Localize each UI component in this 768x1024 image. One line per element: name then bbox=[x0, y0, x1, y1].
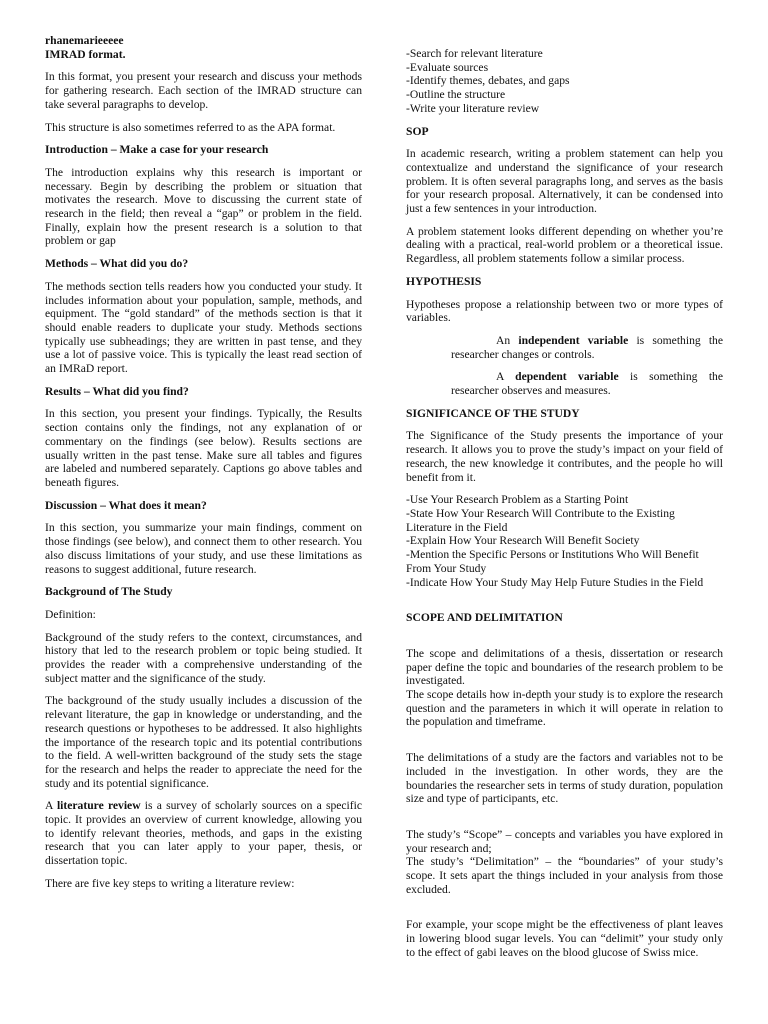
scope-definition-paragraph: The study’s “Scope” – concepts and variables you have explored in your research and; bbox=[406, 827, 723, 855]
significance-paragraph: The Significance of the Study presents the importance of your research. It allows you to prove the study’s impact on your field of research, the new knowledge it contributes, and the people ho will benefit from it. bbox=[406, 429, 723, 484]
dependent-variable-paragraph bbox=[451, 370, 723, 397]
results-heading: Results – What did you find? bbox=[45, 384, 189, 398]
list-item: -Evaluate sources bbox=[406, 60, 489, 74]
apa-format-paragraph: This structure is also sometimes referred to as the APA format. bbox=[45, 120, 336, 134]
list-item: -Write your literature review bbox=[406, 101, 540, 115]
list-item: -State How Your Research Will Contribute to the Existing Literature in the Field bbox=[406, 506, 675, 534]
independent-variable-lead: An bbox=[496, 333, 519, 347]
literature-review-definition: is a survey of scholarly sources on a specific topic. It provides an overview of current knowledge, allowing you to identify relevant theories, methods, and gaps in the existing research that you can later apply to your paper, thesis, or dissertation topic. bbox=[45, 799, 362, 868]
independent-variable-term: independent variable bbox=[518, 333, 629, 347]
discussion-heading: Discussion – What does it mean? bbox=[45, 498, 207, 512]
methods-paragraph: The methods section tells readers how you conducted your study. It includes information about your population, sample, methods, and equipment. The “gold standard” of the methods section is that it should enable readers to duplicate your study. Methods sections typically use subheadings; they are written in past tense, and they use a lot of passive voice. This is typically the least read section of an IMRaD report. bbox=[45, 279, 362, 376]
section-spacer bbox=[406, 598, 723, 611]
dependent-variable-term: dependent variable bbox=[515, 370, 619, 384]
list-item: -Explain How Your Research Will Benefit Society bbox=[406, 534, 640, 548]
list-item: -Outline the structure bbox=[406, 88, 506, 102]
imrad-intro-paragraph: In this format, you present your research and discuss your methods for gathering research. Each section of the IMRAD structure can take several paragraphs to develop. bbox=[45, 70, 362, 111]
literature-review-lead: A bbox=[45, 799, 57, 813]
list-item: -Search for relevant literature bbox=[406, 47, 543, 60]
independent-variable-paragraph bbox=[451, 334, 723, 361]
scope-paragraph-2: The scope details how in-depth your study is to explore the research question and the parameters in which it will operate in relation to the population and timeframe. bbox=[406, 688, 723, 729]
significance-list bbox=[406, 493, 723, 589]
example-paragraph: For example, your scope might be the effectiveness of plant leaves in lowering blood sugar levels. You can “delimit” your study only to the effect of gabi leaves on the blood glucose of Swiss mice. bbox=[406, 918, 723, 959]
list-item: -Mention the Specific Persons or Institutions Who Will Benefit From Your Study bbox=[406, 548, 699, 575]
literature-steps-list bbox=[406, 47, 723, 116]
document-title: IMRAD format. bbox=[45, 47, 126, 61]
section-spacer bbox=[406, 905, 723, 918]
introduction-heading: Introduction – Make a case for your research bbox=[45, 143, 269, 157]
section-spacer bbox=[406, 738, 723, 751]
top-spacer bbox=[406, 34, 723, 47]
sop-heading: SOP bbox=[406, 124, 429, 138]
section-spacer bbox=[406, 634, 723, 647]
scope-heading: SCOPE AND DELIMITATION bbox=[406, 611, 563, 625]
independent-variable-definition: is something the researcher changes or controls. bbox=[451, 333, 723, 361]
delimitation-paragraph: The delimitations of a study are the factors and variables not to be included in the investigation. In other words, they are the boundaries the researcher sets in terms of study duration, population size and type of participants, etc. bbox=[406, 751, 723, 806]
dependent-variable-lead: A bbox=[496, 370, 516, 384]
sop-paragraph-1: In academic research, writing a problem statement can help you contextualize and understand the significance of your research problem. It is often several paragraphs long, and serves as the basis for your research proposal. Alternatively, it can be condensed into just a few sentences in your introduction. bbox=[406, 147, 723, 216]
five-steps-paragraph: There are five key steps to writing a literature review: bbox=[45, 876, 295, 890]
discussion-paragraph: In this section, you summarize your main findings, comment on those findings (see below), and connect them to other research. You also discuss limitations of your study, and use these limitations as reasons to suggest additional, future research. bbox=[45, 521, 362, 576]
hypothesis-heading: HYPOTHESIS bbox=[406, 274, 482, 288]
list-item: -Indicate How Your Study May Help Future Studies in the Field bbox=[406, 575, 704, 589]
list-item: -Identify themes, debates, and gaps bbox=[406, 74, 570, 88]
methods-heading: Methods – What did you do? bbox=[45, 257, 189, 271]
introduction-paragraph: The introduction explains why this research is important or necessary. Begin by describing the problem or situation that motivates the research. Move to discussing the current state of research in the field; then reveal a “gap” or problem in the field. Finally, explain how the present research is a solution to that problem or gap bbox=[45, 165, 362, 248]
list-item: -Use Your Research Problem as a Starting Point bbox=[406, 493, 629, 507]
significance-heading: SIGNIFICANCE OF THE STUDY bbox=[406, 406, 580, 420]
delimitation-definition-paragraph: The study’s “Delimitation” – the “boundaries” of your study’s scope. It sets apart the things included in your analysis from those excluded. bbox=[406, 855, 723, 896]
section-spacer bbox=[406, 815, 723, 828]
hypothesis-paragraph: Hypotheses propose a relationship between two or more types of variables. bbox=[406, 297, 723, 325]
sop-paragraph-2: A problem statement looks different depending on whether you’re dealing with a practical, real-world problem or a theoretical issue. Regardless, all problem statements follow a similar process. bbox=[406, 224, 723, 266]
right-column bbox=[406, 34, 723, 969]
scope-paragraph-1: The scope and delimitations of a thesis, dissertation or research paper define the topic and boundaries of the research problem to be investigated. bbox=[406, 646, 723, 688]
author-name: rhanemarieeeee bbox=[45, 34, 124, 47]
dependent-variable-definition: is something the researcher observes and measures. bbox=[451, 370, 723, 398]
left-column bbox=[45, 34, 362, 900]
background-paragraph-2: The background of the study usually includes a discussion of the relevant literature, the gap in knowledge or understanding, and the research questions or hypotheses to be addressed. It also highlights the importance of the research topic and its potential contributions to the field. A well-written background of the study sets the stage for the research and helps the reader to appreciate the need for the study and its potential significance. bbox=[45, 694, 362, 790]
background-paragraph-1: Background of the study refers to the context, circumstances, and history that led to the research problem or topic being studied. It provides the reader with a comprehensive understanding of the subject matter and the significance of the study. bbox=[45, 630, 362, 685]
literature-review-paragraph bbox=[45, 799, 362, 868]
results-paragraph: In this section, you present your findings. Typically, the Results section contains only the findings, not any explanation of or commentary on the findings (see below). Results sections are usually written in the past tense. Make sure all tables and figures are labeled and numbered separately. Captions go above tables and beneath figures. bbox=[45, 407, 362, 489]
background-heading: Background of The Study bbox=[45, 585, 173, 599]
definition-label: Definition: bbox=[45, 607, 96, 621]
literature-review-term: literature review bbox=[56, 799, 141, 813]
